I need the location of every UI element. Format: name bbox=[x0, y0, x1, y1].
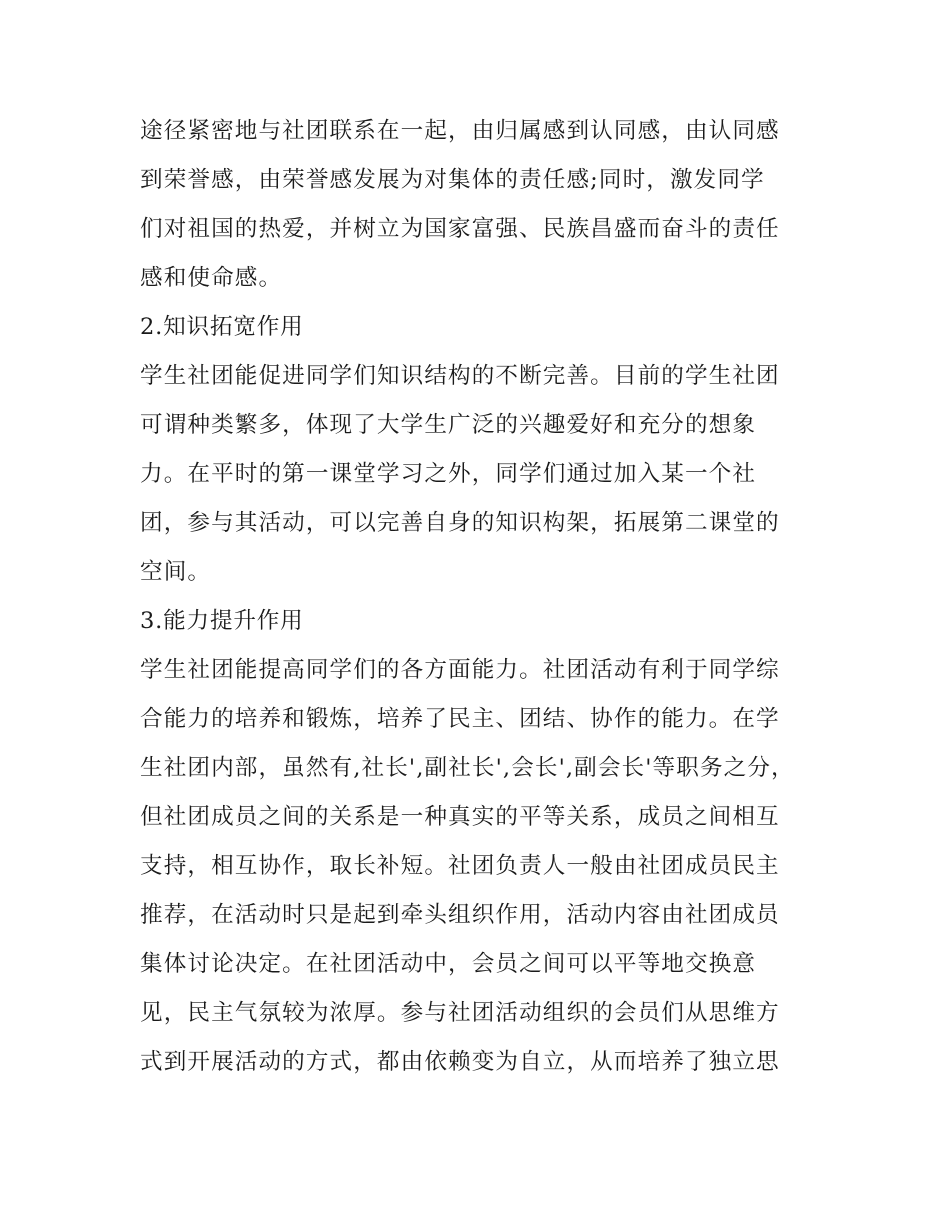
section-heading-ability: 3.能力提升作用 bbox=[140, 608, 304, 634]
paragraph-line: 学生社团能提高同学们的各方面能力。社团活动有利于同学综 bbox=[140, 657, 780, 683]
paragraph-line: 推荐，在活动时只是起到牵头组织作用，活动内容由社团成员 bbox=[140, 902, 780, 928]
paragraph-line: 可谓种类繁多，体现了大学生广泛的兴趣爱好和充分的想象 bbox=[140, 412, 757, 438]
paragraph-line: 们对祖国的热爱，并树立为国家富强、民族昌盛而奋斗的责任 bbox=[140, 216, 780, 242]
paragraph-line: 学生社团能促进同学们知识结构的不断完善。目前的学生社团 bbox=[140, 363, 780, 389]
paragraph-line: 式到开展活动的方式，都由依赖变为自立，从而培养了独立思 bbox=[140, 1049, 780, 1075]
paragraph-line: 但社团成员之间的关系是一种真实的平等关系，成员之间相互 bbox=[140, 804, 780, 830]
section-heading-knowledge: 2.知识拓宽作用 bbox=[140, 314, 304, 340]
paragraph-line: 空间。 bbox=[140, 559, 212, 585]
paragraph-line: 支持，相互协作，取长补短。社团负责人一般由社团成员民主 bbox=[140, 853, 780, 879]
paragraph-line: 力。在平时的第一课堂学习之外，同学们通过加入某一个社 bbox=[140, 461, 757, 487]
paragraph-2 bbox=[140, 352, 812, 597]
paragraph-line: 见，民主气氛较为浓厚。参与社团活动组织的会员们从思维方 bbox=[140, 1000, 780, 1026]
paragraph-line: 生社团内部，虽然有,社长',副社长',会长',副会长'等职务之分， bbox=[140, 755, 795, 781]
paragraph-line: 集体讨论决定。在社团活动中，会员之间可以平等地交换意 bbox=[140, 951, 757, 977]
document-body bbox=[140, 107, 812, 1087]
paragraph-line: 途径紧密地与社团联系在一起，由归属感到认同感，由认同感 bbox=[140, 118, 780, 144]
paragraph-3 bbox=[140, 646, 812, 1087]
paragraph-line: 到荣誉感，由荣誉感发展为对集体的责任感;同时，激发同学 bbox=[140, 167, 765, 193]
paragraph-1 bbox=[140, 107, 812, 303]
paragraph-line: 团，参与其活动，可以完善自身的知识构架，拓展第二课堂的 bbox=[140, 510, 780, 536]
paragraph-line: 合能力的培养和锻炼，培养了民主、团结、协作的能力。在学 bbox=[140, 706, 780, 732]
paragraph-line: 感和使命感。 bbox=[140, 265, 283, 291]
